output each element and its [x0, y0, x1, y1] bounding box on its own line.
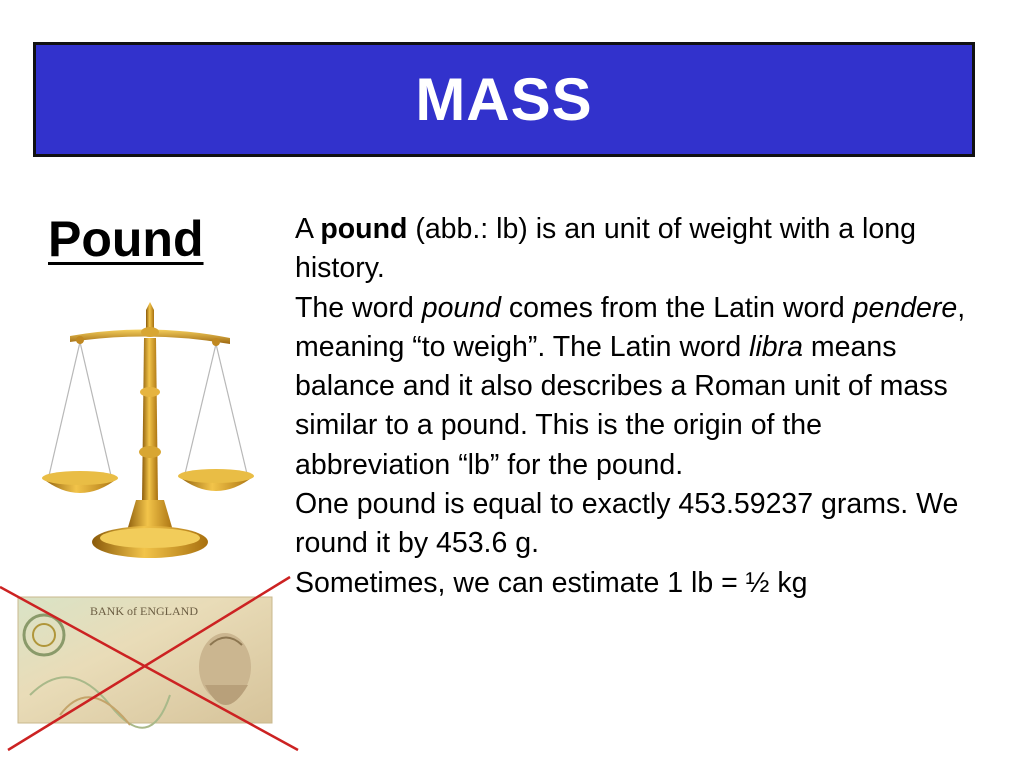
text-segment: , meaning “to weigh”. The Latin word: [295, 291, 966, 363]
text-segment: One pound is equal to exactly 453.59237 grams. We round it by 453.6 g.: [295, 488, 959, 560]
text-segment: (abb.: lb) is an unit of weight with a long history.: [295, 213, 916, 285]
section-heading: Pound: [48, 211, 204, 267]
paragraph: [295, 485, 985, 564]
paragraph: [295, 564, 985, 603]
text-segment: means balance and it also describes a Roman unit of mass similar to a pound. This is the origin of the abbreviation “lb” for the pound.: [295, 330, 948, 481]
text-segment: The word: [295, 291, 422, 324]
text-segment: pendere: [852, 291, 958, 324]
text-segment: Sometimes, we can estimate 1 lb = ½ kg: [295, 566, 808, 599]
paragraph: [295, 210, 985, 289]
crossed-out-banknote-icon: [0, 575, 300, 755]
text-segment: libra: [749, 330, 803, 363]
body-text: [295, 210, 985, 603]
text-segment: comes from the Latin word: [501, 291, 853, 324]
text-segment: A: [295, 213, 321, 245]
paragraph: [295, 289, 985, 485]
balance-scale-icon: [40, 302, 260, 564]
text-segment: pound: [320, 213, 408, 245]
banknote-text: BANK of ENGLAND: [90, 604, 198, 618]
title-banner: [33, 42, 975, 157]
text-segment: pound: [421, 291, 501, 324]
slide-title: MASS: [415, 66, 593, 133]
